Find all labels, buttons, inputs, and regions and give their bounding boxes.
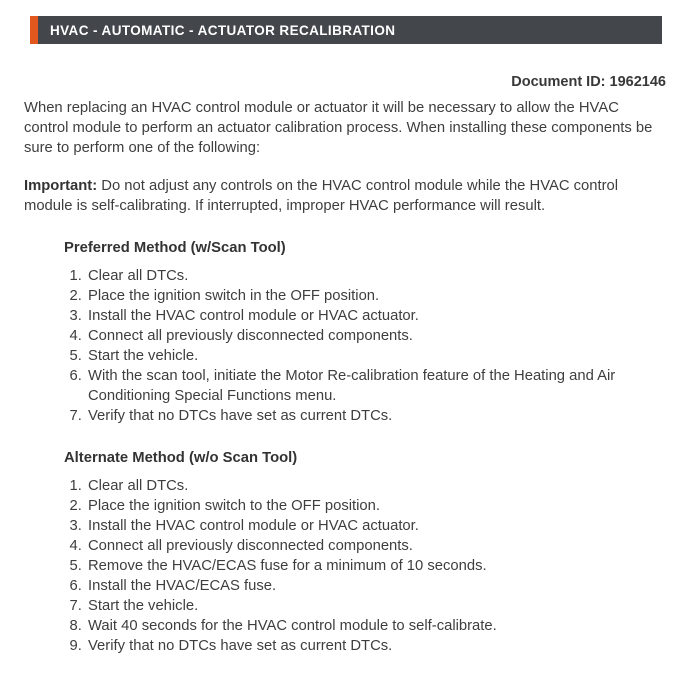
list-item: 4. Connect all previously disconnected components. <box>86 326 666 346</box>
list-item: 8. Wait 40 seconds for the HVAC control module to self-calibrate. <box>86 616 666 636</box>
list-item: 6. Install the HVAC/ECAS fuse. <box>86 576 666 596</box>
list-item: 5. Start the vehicle. <box>86 346 666 366</box>
alternate-method-steps <box>24 476 666 656</box>
list-item: 2. Place the ignition switch to the OFF position. <box>86 496 666 516</box>
list-item: 7. Start the vehicle. <box>86 596 666 616</box>
list-item: 1. Clear all DTCs. <box>86 476 666 496</box>
list-item: 7. Verify that no DTCs have set as current DTCs. <box>86 406 666 426</box>
page-title: HVAC - AUTOMATIC - ACTUATOR RECALIBRATION <box>50 23 396 38</box>
document-id: Document ID: 1962146 <box>511 74 666 90</box>
intro-paragraph: When replacing an HVAC control module or actuator it will be necessary to allow the HVAC control module to perform an actuator calibration process. When installing these components be sure to perform one of the following: <box>24 100 653 156</box>
important-text: Do not adjust any controls on the HVAC control module while the HVAC control module is self-calibrating. If interrupted, improper HVAC performance will result. <box>24 178 619 214</box>
list-item: 5. Remove the HVAC/ECAS fuse for a minimum of 10 seconds. <box>86 556 666 576</box>
list-item: 2. Place the ignition switch in the OFF position. <box>86 286 666 306</box>
list-item: 3. Install the HVAC control module or HVAC actuator. <box>86 306 666 326</box>
important-note <box>24 176 666 216</box>
preferred-method-steps <box>24 266 666 426</box>
list-item: 1. Clear all DTCs. <box>86 266 666 286</box>
section-heading-alternate-method: Alternate Method (w/o Scan Tool) <box>64 450 298 466</box>
important-label: Important: <box>24 178 98 194</box>
list-item: 4. Connect all previously disconnected components. <box>86 536 666 556</box>
list-item: 6. With the scan tool, initiate the Motor Re-calibration feature of the Heating and Air Conditioning Special Functions menu. <box>86 366 666 406</box>
document-title-bar <box>30 16 662 44</box>
list-item: 9. Verify that no DTCs have set as current DTCs. <box>86 636 666 656</box>
document-body <box>0 74 692 656</box>
section-heading-preferred-method: Preferred Method (w/Scan Tool) <box>64 240 286 256</box>
list-item: 3. Install the HVAC control module or HVAC actuator. <box>86 516 666 536</box>
